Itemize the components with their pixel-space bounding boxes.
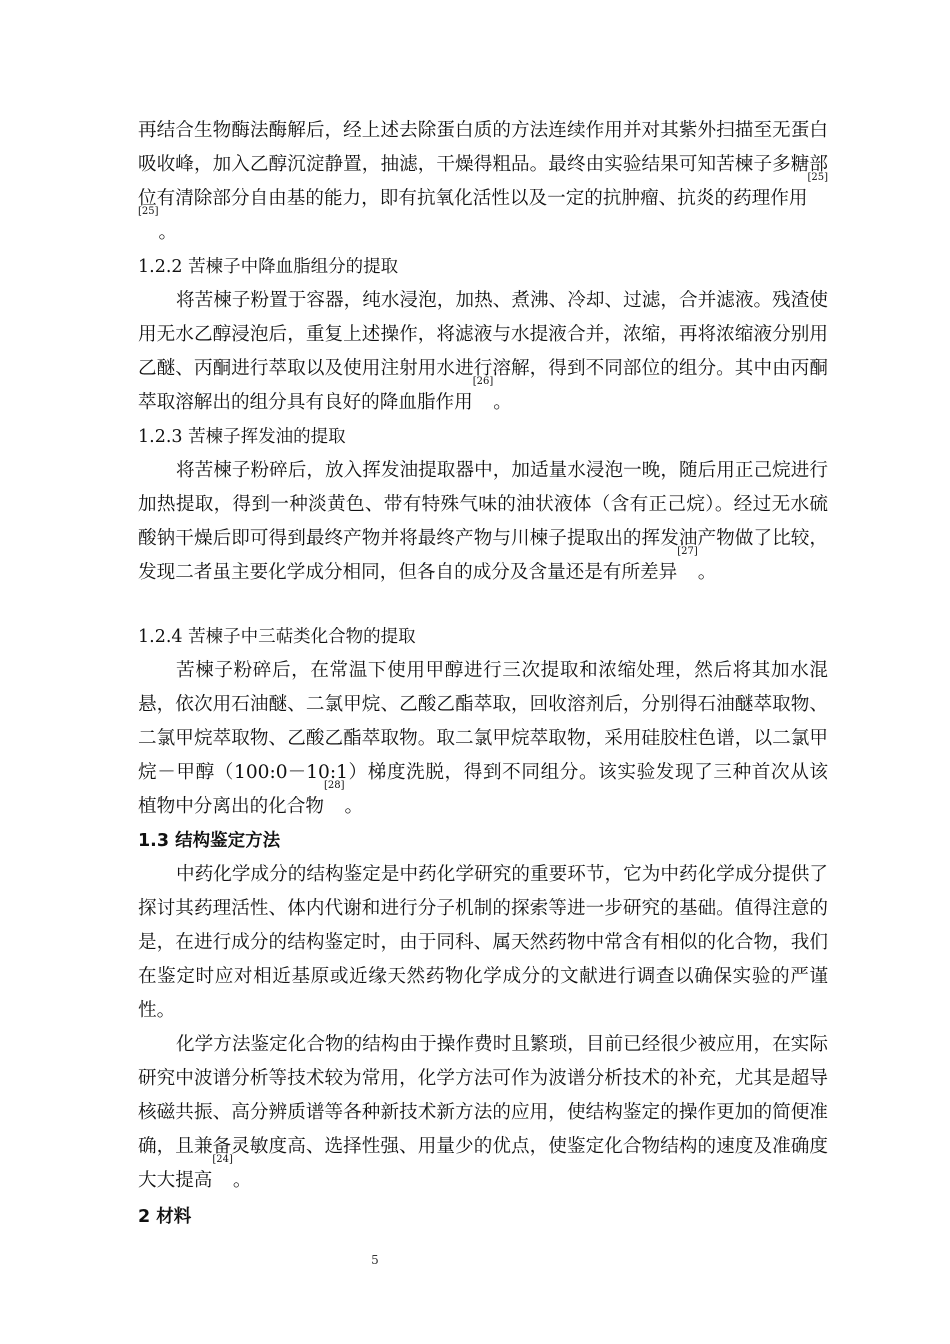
paragraph-polysaccharide-end: 再结合生物酶法酶解后，经上述去除蛋白质的方法连续作用并对其紫外扫描至无蛋白吸收峰，加入乙醇沉淀静置，抽滤，干燥得粗品。最终由实验结果可知苦楝子多糖部位有清除部分自由基的能力，即有抗氧化活性以及一定的抗肿瘤、抗炎的药理作用[25][25]。	[138, 120, 828, 243]
page-number: 5	[371, 1253, 379, 1267]
citation: [25][25]	[138, 172, 828, 217]
paragraph-structure-identification: 中药化学成分的结构鉴定是中药化学研究的重要环节，它为中药化学成分提供了探讨其药理活性、体内代谢和进行分子机制的探索等进一步研究的基础。值得注意的是，在进行成分的结构鉴定时，由于同科、属天然药物中常含有相似的化合物，我们在鉴定时应对相近基原或近缘天然药物化学成分的文献进行调查以确保实验的严谨性。	[138, 864, 828, 1021]
section-heading-1-2-3: 1.2.3 苦楝子挥发油的提取	[138, 427, 346, 447]
section-heading-2: 2 材料	[138, 1207, 192, 1227]
citation: [28]	[323, 780, 345, 791]
page-content	[138, 114, 828, 1234]
citation: [24]	[212, 1154, 233, 1165]
section-heading-1-2-2: 1.2.2 苦楝子中降血脂组分的提取	[138, 257, 399, 277]
paragraph-triterpenoid: 苦楝子粉碎后，在常温下使用甲醇进行三次提取和浓缩处理，然后将其加水混悬，依次用石油醚、二氯甲烷、乙酸乙酯萃取，回收溶剂后，分别得石油醚萃取物、二氯甲烷萃取物、乙酸乙酯萃取物。取二氯甲烷萃取物，采用硅胶柱色谱，以二氯甲烷－甲醇（100:0－10:1）梯度洗脱，得到不同组分。该实验发现了三种首次从该植物中分离出的化合物[28]。	[138, 660, 828, 817]
paragraph-volatile-oil: 将苦楝子粉碎后，放入挥发油提取器中，加适量水浸泡一晚，随后用正己烷进行加热提取，得到一种淡黄色、带有特殊气味的油状液体（含有正己烷）。经过无水硫酸钠干燥后即可得到最终产物并将最终产物与川楝子提取出的挥发油产物做了比较，发现二者虽主要化学成分相同，但各自的成分及含量还是有所差异[27]。	[138, 460, 828, 583]
citation: [26]	[472, 376, 494, 387]
citation: [27]	[677, 546, 698, 557]
section-heading-1-3: 1.3 结构鉴定方法	[138, 831, 281, 851]
paragraph-lipid-extraction: 将苦楝子粉置于容器，纯水浸泡，加热、煮沸、冷却、过滤，合并滤液。残渣使用无水乙醇浸泡后，重复上述操作，将滤液与水提液合并，浓缩，再将浓缩液分别用乙醚、丙酮进行萃取以及使用注射用水进行溶解，得到不同部位的组分。其中由丙酮萃取溶解出的组分具有良好的降血脂作用[26]。	[138, 290, 828, 413]
section-heading-1-2-4: 1.2.4 苦楝子中三萜类化合物的提取	[138, 627, 416, 647]
paragraph-chemical-methods: 化学方法鉴定化合物的结构由于操作费时且繁琐，目前已经很少被应用，在实际研究中波谱分析等技术较为常用，化学方法可作为波谱分析技术的补充，尤其是超导核磁共振、高分辨质谱等各种新技术新方法的应用，使结构鉴定的操作更加的简便准确，且兼备灵敏度高、选择性强、用量少的优点，使鉴定化合物结构的速度及准确度大大提高[24]。	[138, 1034, 828, 1191]
spacer	[138, 590, 828, 620]
